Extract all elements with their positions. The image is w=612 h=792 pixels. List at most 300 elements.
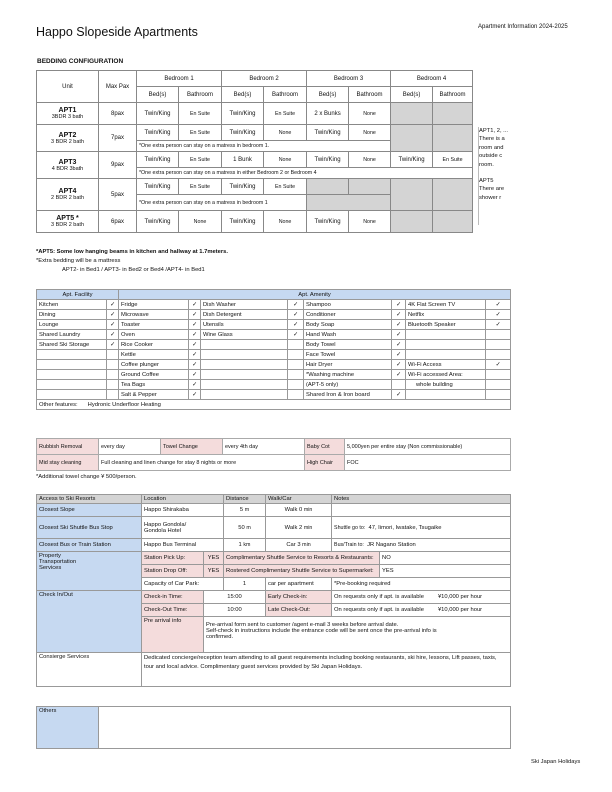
note-value: 47, Iimori, Iwatake, Tsugaike	[368, 524, 442, 531]
check-mark: ✓	[189, 320, 201, 330]
empty-cell	[433, 211, 473, 233]
others-label: Others	[37, 707, 99, 749]
amenity-name: Coffee plunger	[119, 360, 189, 370]
amenity-name: 4K Flat Screen TV	[406, 300, 486, 310]
amenity-name	[201, 340, 288, 350]
check-mark: ✓	[189, 360, 201, 370]
amenity-name: *Washing machine	[304, 370, 392, 380]
bedding-notes	[36, 248, 228, 275]
amenity-name	[406, 330, 486, 340]
check-mark	[288, 370, 304, 380]
check-mark: ✓	[189, 390, 201, 400]
babycot-label: Baby Cot	[305, 439, 345, 455]
ski-access-table	[36, 494, 511, 687]
col-bedroom-3: Bedroom 3	[307, 71, 391, 87]
bath-cell: None	[264, 152, 307, 168]
check-mark: ✓	[189, 350, 201, 360]
carpark-value: 1	[224, 578, 266, 591]
late-checkout-text: On requests only if apt. is available	[334, 607, 424, 613]
check-mark	[486, 330, 511, 340]
check-mark	[486, 370, 511, 380]
amenity-name	[406, 340, 486, 350]
amenity-name: (APT-5 only)	[304, 380, 392, 390]
empty-cell	[307, 195, 391, 211]
note-value: JR Nagano Station	[367, 542, 416, 548]
facility-name	[37, 350, 107, 360]
pickup-desc-value: NO	[380, 552, 511, 565]
amenity-name: Toaster	[119, 320, 189, 330]
check-mark: ✓	[486, 300, 511, 310]
bed-cell: Twin/King	[137, 103, 179, 125]
bed-cell: Twin/King	[137, 211, 179, 233]
concierge-label: Consierge Services	[37, 653, 142, 687]
col-bedroom-2: Bedroom 2	[222, 71, 307, 87]
pre-arrival-label: Pre arrival info	[142, 617, 204, 653]
time-unit: min	[302, 542, 311, 548]
check-mark: ✓	[288, 330, 304, 340]
checkout-time-label: Check-Out Time:	[142, 604, 204, 617]
amenity-name: Kettle	[119, 350, 189, 360]
facility-rows	[37, 300, 511, 400]
amenity-name: Wi-Fi accessed Area:	[406, 370, 486, 380]
amenity-name: Tea Bags	[119, 380, 189, 390]
amenity-name: Bluetooth Speaker	[406, 320, 486, 330]
babycot-value: 5,000yen per entire stay (Non commissionable)	[345, 439, 511, 455]
check-mark: ✓	[107, 300, 119, 310]
unit-name: APT3	[58, 158, 77, 166]
bath-cell: En Suite	[264, 103, 307, 125]
sub-beds: Bed(s)	[307, 87, 349, 103]
distance-value: 5	[239, 507, 244, 513]
bath-cell: En Suite	[264, 179, 307, 195]
amenity-name: Face Towel	[304, 350, 392, 360]
extra-person-note: *One extra person can stay on a matress in either Bedroom 2 or Bedroom 4	[137, 168, 473, 179]
label-line: Property	[39, 553, 61, 559]
empty-cell	[307, 179, 349, 195]
bed-cell: Twin/King	[307, 152, 349, 168]
col-unit: Unit	[37, 71, 99, 103]
closest-bus-notes	[332, 539, 511, 552]
carpark-unit: car per apartment	[266, 578, 332, 591]
unit-desc: 3 BDR 2 bath	[50, 222, 85, 228]
bed-cell: 2 x Bunks	[307, 103, 349, 125]
check-mark: ✓	[189, 300, 201, 310]
carpark-note: *Pre-booking required	[332, 578, 511, 591]
side-note-line: There are	[479, 186, 505, 193]
empty-cell	[349, 179, 391, 195]
table-row	[37, 103, 473, 125]
amenity-name: Dish Washer	[201, 300, 288, 310]
checkout-time: 10:00	[204, 604, 266, 617]
check-mark: ✓	[486, 360, 511, 370]
check-mark	[486, 350, 511, 360]
bath-cell: None	[179, 211, 222, 233]
empty-cell	[391, 103, 433, 125]
facility-header: Apt. Facility	[37, 290, 119, 300]
amenity-name	[201, 380, 288, 390]
amenity-name: Wine Glass	[201, 330, 288, 340]
closest-slope-label: Closest Slope	[37, 504, 142, 517]
bed-cell: Twin/King	[137, 125, 179, 141]
check-mark: ✓	[189, 310, 201, 320]
check-mark: ✓	[392, 320, 406, 330]
side-note-line	[479, 169, 514, 177]
bath-cell: En Suite	[179, 125, 222, 141]
side-note-line: APT1, 2, ...	[479, 128, 508, 134]
amenity-name: Shampoo	[304, 300, 392, 310]
check-mark: ✓	[288, 320, 304, 330]
table-row	[37, 370, 511, 380]
pre-arrival-info	[204, 617, 511, 653]
col-bedroom-1: Bedroom 1	[137, 71, 222, 87]
travel-time: 2	[298, 524, 303, 531]
midstay-value: Full cleaning and linen change for stay 8 nights or more	[99, 455, 305, 471]
empty-cell	[391, 179, 433, 211]
check-mark: ✓	[288, 300, 304, 310]
check-mark: ✓	[189, 340, 201, 350]
dropoff-value: YES	[204, 565, 224, 578]
label-line: Services	[39, 565, 62, 571]
col-access: Access to Ski Resorts	[37, 495, 142, 504]
facility-name	[37, 370, 107, 380]
late-checkout-value	[332, 604, 511, 617]
others-table	[36, 706, 511, 749]
pre-arrival-line: Self-check in instructions include the entrance code will be sent once the pre-arrival info is	[206, 628, 437, 634]
amenity-name: Utensils	[201, 320, 288, 330]
check-mark: ✓	[392, 330, 406, 340]
unit-desc: 2 BDR 2 bath	[50, 195, 85, 201]
carpark-label: Capacity of Car Park:	[142, 578, 224, 591]
facility-name	[37, 360, 107, 370]
concierge-text: Dedicated concierge/reception team attending to all guest requirements including booking restaurants, ski hire, lessons, Lift passes, taxis, tour and local advice. Complimentary guest services provided by Ski Japan Holidays.	[142, 653, 511, 687]
travel-time: 3	[297, 542, 301, 548]
dropoff-desc: Rostered Complimentary Shuttle Service to Supermarket:	[224, 565, 380, 578]
facilities-table	[36, 289, 511, 410]
amenity-name: Hand Wash	[304, 330, 392, 340]
check-mark: ✓	[486, 320, 511, 330]
distance-value: 50	[238, 524, 245, 531]
extra-bedding-detail: APT2- in Bed1 / APT3- in Bed2 or Bed4 /APT4- in Bed1	[62, 267, 205, 273]
sub-bath: Bathroom	[179, 87, 222, 103]
amenity-name: Dish Detergent	[201, 310, 288, 320]
bedding-heading: BEDDING CONFIGURATION	[37, 58, 124, 65]
travel-mode: Car	[286, 542, 296, 548]
bed-cell: Twin/King	[222, 103, 264, 125]
document-subtitle: Apartment Information 2024-2025	[478, 24, 568, 30]
note-label: Bus/Train to:	[334, 542, 364, 548]
sub-bath: Bathroom	[264, 87, 307, 103]
closest-slope-location: Happo Shirakaba	[142, 504, 224, 517]
amenity-name: Ground Coffee	[119, 370, 189, 380]
bed-cell: Twin/King	[222, 179, 264, 195]
sub-beds: Bed(s)	[137, 87, 179, 103]
pre-arrival-line: Pre-arrival form sent to customer /agent e-mail 3 weeks before arrival date.	[206, 622, 399, 628]
towel-note: *Additional towel change ¥ 500/person.	[36, 474, 137, 480]
col-distance: Distance	[224, 495, 266, 504]
label-line: Transportation	[39, 559, 77, 565]
closest-shuttle-distance	[224, 517, 266, 539]
unit-name: APT2	[58, 131, 77, 139]
check-mark: ✓	[392, 370, 406, 380]
early-checkin-text: On requests only if apt. is available	[334, 594, 424, 600]
sub-beds: Bed(s)	[222, 87, 264, 103]
distance-unit: km	[243, 542, 251, 548]
side-note-line: There is a	[479, 136, 505, 143]
side-note-line: shower r	[479, 194, 502, 201]
check-mark: ✓	[189, 380, 201, 390]
bath-cell: None	[349, 211, 391, 233]
max-pax: 6pax	[99, 211, 137, 233]
unit-name: APT5 *	[56, 215, 79, 222]
side-note-line: room.	[479, 161, 494, 168]
amenity-name: Body Soap	[304, 320, 392, 330]
closest-bus-distance	[224, 539, 266, 552]
col-walkcar: Walk/Car	[266, 495, 332, 504]
check-mark: ✓	[107, 310, 119, 320]
bed-cell: Twin/King	[137, 152, 179, 168]
unit-desc: 3BDR 3 bath	[51, 114, 84, 120]
unit-name: APT1	[58, 107, 77, 114]
max-pax: 9pax	[99, 152, 137, 179]
amenity-name: Body Towel	[304, 340, 392, 350]
bath-cell: None	[349, 125, 391, 141]
check-mark	[486, 390, 511, 400]
bath-cell: En Suite	[179, 103, 222, 125]
amenity-name: Fridge	[119, 300, 189, 310]
apt5-note: *APT5: Some low hanging beams in kitchen and hallway at 1.7meters.	[36, 249, 228, 255]
max-pax: 5pax	[99, 179, 137, 211]
check-mark: ✓	[189, 370, 201, 380]
max-pax: 7pax	[99, 125, 137, 152]
bath-cell: En Suite	[179, 152, 222, 168]
pickup-label: Station Pick Up:	[142, 552, 204, 565]
facility-name: Dining	[37, 310, 107, 320]
check-mark: ✓	[392, 360, 406, 370]
table-row	[37, 310, 511, 320]
table-row	[37, 360, 511, 370]
other-features	[37, 400, 511, 410]
bed-cell: 1 Bunk	[222, 152, 264, 168]
unit-desc: 3 BDR 2 bath	[50, 138, 85, 145]
check-mark	[288, 380, 304, 390]
amenity-name	[201, 370, 288, 380]
facility-name: Lounge	[37, 320, 107, 330]
dropoff-desc-value: YES	[380, 565, 511, 578]
extra-person-note: *One extra person can stay on a matress in bedroom 1	[137, 195, 307, 211]
facility-name	[37, 380, 107, 390]
amenity-name: Rice Cooker	[119, 340, 189, 350]
amenity-name	[406, 350, 486, 360]
col-maxpax: Max Pax	[99, 71, 137, 103]
page-title: Happo Slopeside Apartments	[36, 25, 198, 39]
bed-cell: Twin/King	[222, 211, 264, 233]
check-mark	[486, 340, 511, 350]
empty-cell	[433, 103, 473, 125]
travel-mode: Walk	[284, 524, 298, 531]
highchair-value: FOC	[345, 455, 511, 471]
check-mark: ✓	[392, 390, 406, 400]
travel-mode: Walk	[284, 507, 298, 513]
check-mark	[107, 390, 119, 400]
check-mark	[288, 340, 304, 350]
table-row	[37, 320, 511, 330]
rubbish-value: every day	[99, 439, 161, 455]
sub-bath: Bathroom	[349, 87, 391, 103]
rubbish-label: Rubbish Removal	[37, 439, 99, 455]
towel-label: Towel Change	[161, 439, 223, 455]
others-value	[99, 707, 511, 749]
amenity-name: whole building	[406, 380, 486, 390]
bedding-table	[36, 70, 473, 233]
side-note-line: room and	[479, 144, 504, 151]
check-mark	[392, 380, 406, 390]
bath-cell: En Suite	[433, 152, 473, 168]
location-line: Happo Gondola/	[144, 521, 187, 528]
amenity-name: Netflix	[406, 310, 486, 320]
pickup-value: YES	[204, 552, 224, 565]
table-row	[37, 125, 473, 141]
check-mark	[486, 380, 511, 390]
notes-cell	[332, 504, 511, 517]
check-mark	[288, 390, 304, 400]
early-checkin-value	[332, 591, 511, 604]
distance-unit: m	[246, 524, 251, 531]
amenity-name: Hair Dryer	[304, 360, 392, 370]
bath-cell: None	[349, 103, 391, 125]
bath-cell: En Suite	[179, 179, 222, 195]
side-note-line: outside c	[479, 153, 503, 160]
table-row	[37, 300, 511, 310]
unit-name: APT4	[58, 188, 77, 195]
check-mark: ✓	[392, 340, 406, 350]
bed-cell: Twin/King	[307, 211, 349, 233]
closest-shuttle-walk	[266, 517, 332, 539]
pre-arrival-line: confirmed.	[206, 634, 234, 640]
note-label: Shuttle go to:	[334, 524, 366, 531]
amenity-name	[406, 390, 486, 400]
check-mark: ✓	[392, 300, 406, 310]
check-mark: ✓	[392, 350, 406, 360]
empty-cell	[391, 125, 433, 152]
checkin-label: Check In/Out	[37, 591, 142, 653]
check-mark	[288, 360, 304, 370]
check-mark: ✓	[107, 320, 119, 330]
pickup-desc: Complimentary Shuttle Service to Resorts & Restaurants:	[224, 552, 380, 565]
check-mark: ✓	[107, 340, 119, 350]
closest-slope-walk	[266, 504, 332, 517]
check-mark: ✓	[107, 330, 119, 340]
check-mark: ✓	[392, 310, 406, 320]
closest-bus-label: Closest Bus or Train Station	[37, 539, 142, 552]
bed-cell: Twin/King	[391, 152, 433, 168]
late-checkout-label: Late Check-Out:	[266, 604, 332, 617]
check-mark	[288, 350, 304, 360]
closest-shuttle-notes	[332, 517, 511, 539]
closest-slope-distance	[224, 504, 266, 517]
bed-cell: Twin/King	[137, 179, 179, 195]
towel-value: every 4th day	[223, 439, 305, 455]
check-mark	[107, 360, 119, 370]
extra-person-note: *One extra person can stay on a matress in bedroom 1.	[137, 141, 391, 152]
time-unit: min	[303, 524, 313, 531]
closest-bus-car	[266, 539, 332, 552]
amenity-name	[201, 350, 288, 360]
amenity-name: Microwave	[119, 310, 189, 320]
services-table	[36, 438, 511, 471]
unit-desc: 4 BDR 3bath	[51, 165, 84, 172]
table-row	[37, 330, 511, 340]
other-features-value: Hydronic Underfloor Heating	[87, 401, 161, 408]
closest-shuttle-location	[142, 517, 224, 539]
bath-cell: None	[264, 211, 307, 233]
col-location: Location	[142, 495, 224, 504]
col-bedroom-4: Bedroom 4	[391, 71, 473, 87]
sub-bath: Bathroom	[433, 87, 473, 103]
check-mark	[107, 350, 119, 360]
early-checkin-fee: ¥10,000 per hour	[437, 594, 483, 600]
sub-beds: Bed(s)	[391, 87, 433, 103]
time-unit: min	[303, 507, 313, 513]
checkin-time: 15:00	[204, 591, 266, 604]
check-mark	[107, 380, 119, 390]
side-notes	[478, 127, 514, 225]
travel-time: 0	[298, 507, 303, 513]
footer-brand: Ski Japan Holidays	[531, 759, 581, 765]
highchair-label: High Chair	[305, 455, 345, 471]
table-row	[37, 340, 511, 350]
empty-cell	[433, 179, 473, 211]
table-row	[37, 390, 511, 400]
amenity-name: Salt & Pepper	[119, 390, 189, 400]
bed-cell: Twin/King	[222, 125, 264, 141]
facility-name: Shared Ski Storage	[37, 340, 107, 350]
facility-name: Shared Laundry	[37, 330, 107, 340]
table-row	[37, 152, 473, 168]
amenity-name: Oven	[119, 330, 189, 340]
table-row	[37, 380, 511, 390]
amenity-name	[201, 360, 288, 370]
col-notes: Notes	[332, 495, 511, 504]
closest-shuttle-label: Closest Ski Shuttle Bus Stop	[37, 517, 142, 539]
amenity-name: Shared Iron & Iron board	[304, 390, 392, 400]
facility-name	[37, 390, 107, 400]
check-mark: ✓	[288, 310, 304, 320]
check-mark	[107, 370, 119, 380]
table-row	[37, 211, 473, 233]
bed-cell: Twin/King	[307, 125, 349, 141]
distance-value: 1	[238, 542, 242, 548]
table-row	[37, 179, 473, 195]
bath-cell: None	[264, 125, 307, 141]
facility-name: Kitchen	[37, 300, 107, 310]
dropoff-label: Station Drop Off:	[142, 565, 204, 578]
midstay-label: Mid stay cleaning	[37, 455, 99, 471]
late-checkout-fee: ¥10,000 per hour	[437, 607, 483, 613]
bath-cell: None	[349, 152, 391, 168]
amenity-header: Apt. Amenity	[119, 290, 511, 300]
amenity-name: Wi-Fi Access	[406, 360, 486, 370]
check-mark: ✓	[189, 330, 201, 340]
closest-bus-location: Happo Bus Terminal	[142, 539, 224, 552]
extra-bedding-note: *Extra bedding will be a mattress	[36, 258, 121, 264]
amenity-name	[201, 390, 288, 400]
transport-label	[37, 552, 142, 591]
checkin-time-label: Check-in Time:	[142, 591, 204, 604]
early-checkin-label: Early Check-in:	[266, 591, 332, 604]
check-mark: ✓	[486, 310, 511, 320]
empty-cell	[433, 125, 473, 152]
distance-unit: m	[244, 507, 250, 513]
